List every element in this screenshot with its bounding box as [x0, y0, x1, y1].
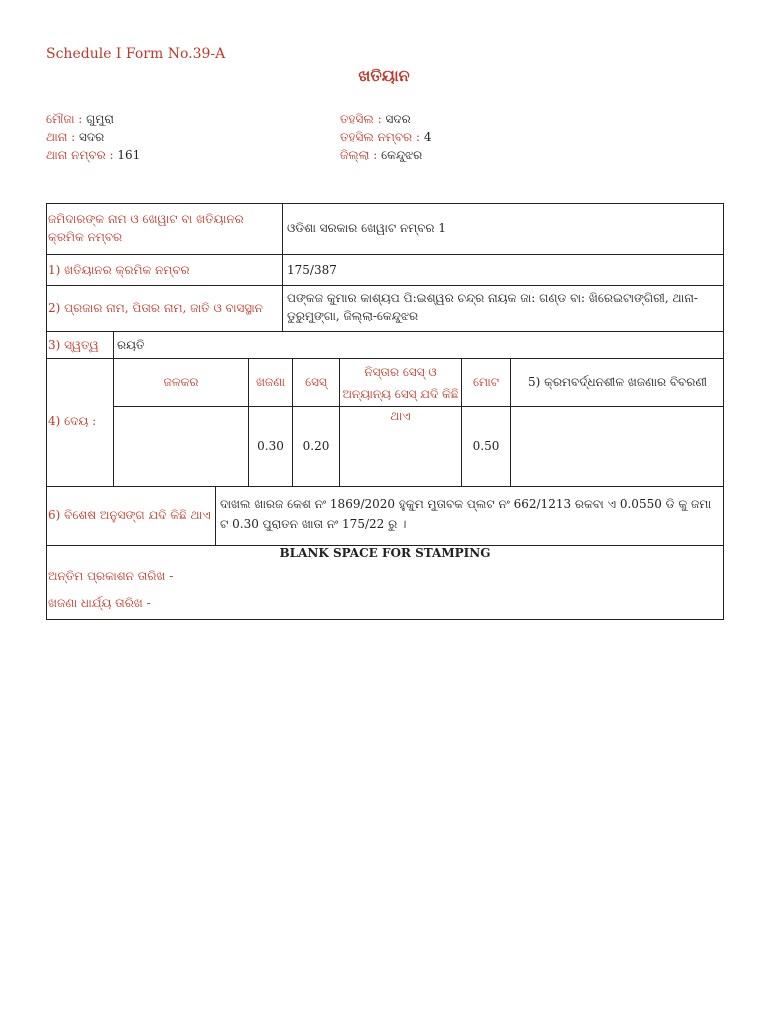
khatiyan-serial-value: 175/387	[287, 263, 337, 277]
owner-label: ଜମିଦାରଙ୍କ ନାମ ଓ ଖେୱାଟ ବା ଖତିୟାନର କ୍ରମିକ ନମ୍ବର	[48, 212, 244, 244]
col-divider	[282, 203, 283, 331]
mouza-value: ଗୁମୁରା	[86, 112, 114, 126]
thana-no-line	[46, 146, 140, 164]
rights-label: 3) ସ୍ୱତ୍ୱ	[48, 338, 99, 352]
thana-no-value: 161	[117, 148, 141, 162]
tahasil-no-line	[340, 128, 431, 146]
special-remarks-label: 6) ବିଶେଷ ଅନୁସଙ୍ଗ ଯଦି କିଛି ଥାଏ	[48, 508, 211, 522]
mouza-label: ମୌଜା :	[46, 112, 83, 126]
dues-value-total: 0.50	[472, 439, 500, 453]
dues-header-nistar: ନିସ୍ତାର ସେସ୍ ଓ ଅନ୍ୟାନ୍ୟ ସେସ୍ ଯଦି କିଛି ଥାଏ	[342, 365, 459, 423]
owner-value: ଓଡିଶା ସରକାର ଖେୱାଟ ନମ୍ବର 1	[287, 221, 446, 235]
col-divider	[113, 331, 114, 486]
dues-header-progressive	[511, 373, 724, 391]
dues-header-total: ମୋଟ	[472, 375, 500, 389]
dues-value-cess: 0.20	[302, 439, 330, 453]
dues-label: 4) ଦେୟ :	[48, 414, 97, 428]
dues-header-cess: ସେସ୍	[305, 375, 327, 389]
district-line	[340, 146, 431, 164]
thana-no-label: ଥାନା ନମ୍ବର :	[46, 148, 114, 162]
thana-line	[46, 128, 140, 146]
tenant-details-label: 2) ପ୍ରଜାର ନାମ, ପିତାର ନାମ, ଜାତି ଓ ବାସସ୍ଥାନ	[48, 301, 263, 315]
khajana-assessment-date-label: ଖଜଣା ଧାର୍ଯ୍ୟ ତାରିଖ -	[48, 596, 151, 610]
document-title: ଖତିୟାନ	[358, 66, 410, 85]
tahasil-line	[340, 110, 431, 128]
meta-left-block	[46, 110, 140, 164]
tahasil-label: ତହସିଲ :	[340, 112, 382, 126]
dues-header-khajana: ଖଜଣା	[255, 375, 286, 389]
thana-label: ଥାନା :	[46, 130, 76, 144]
district-value: କେନ୍ଦୁଝର	[381, 148, 423, 162]
row-divider	[46, 358, 724, 359]
tahasil-value: ସଦର	[385, 112, 411, 126]
tahasil-no-label: ତହସିଲ ନମ୍ବର :	[340, 130, 421, 144]
rights-value: ରୟତି	[117, 338, 145, 352]
tenant-details-value: ପଙ୍କଜ କୁମାର କାଶ୍ୟପ ପି:ଇଶ୍ୱର ଚନ୍ଦ୍ର ନାୟକ ଜା: ଗଣ୍ଡ ବା: ଖିରେଇଟାଙ୍ଗିରୀ, ଥାନା- ଡୁରୁମୁଙ୍ଗା, ଜିଲ୍ଲା-କେନ୍ଦୁଝର	[287, 291, 698, 323]
col-divider	[339, 358, 340, 486]
khatiyan-serial-label: 1) ଖତିୟାନର କ୍ରମିକ ନମ୍ବର	[48, 263, 190, 277]
row-divider	[46, 285, 724, 286]
stamp-heading: BLANK SPACE FOR STAMPING	[279, 546, 491, 560]
progressive-label: 5) କ୍ରମବର୍ଦ୍ଧନଶୀଳ ଖଜଣାର ବିବରଣୀ	[527, 375, 708, 389]
meta-right-block	[340, 110, 431, 164]
thana-value: ସଦର	[79, 130, 105, 144]
row-divider	[46, 254, 724, 255]
col-divider	[215, 486, 216, 545]
form-number: Schedule I Form No.39-A	[46, 46, 226, 62]
special-remarks-value: ଦାଖଲ ଖାରଜ କେଶ ନଂ 1869/2020 ହୁକୁମ ମୁତାବକ ପ୍ଲଟ ନଂ 662/1213 ରକବା ଏ 0.0550 ଡି କୁ ଜମା ଟ 0.30 ପୁରାତନ ଖାତା ନଂ 175/22 ରୁ ।	[220, 497, 712, 531]
dues-header-jalkar: ଜଳକର	[163, 375, 199, 389]
row-divider	[46, 331, 724, 332]
district-label: ଜିଲ୍ଲା :	[340, 148, 378, 162]
dues-value-khajana: 0.30	[257, 439, 284, 453]
row-divider	[46, 486, 724, 487]
final-publication-date-label: ଅନ୍ତିମ ପ୍ରକାଶନ ତାରିଖ -	[48, 569, 174, 583]
tahasil-no-value: 4	[423, 130, 432, 144]
mouza-line	[46, 110, 140, 128]
